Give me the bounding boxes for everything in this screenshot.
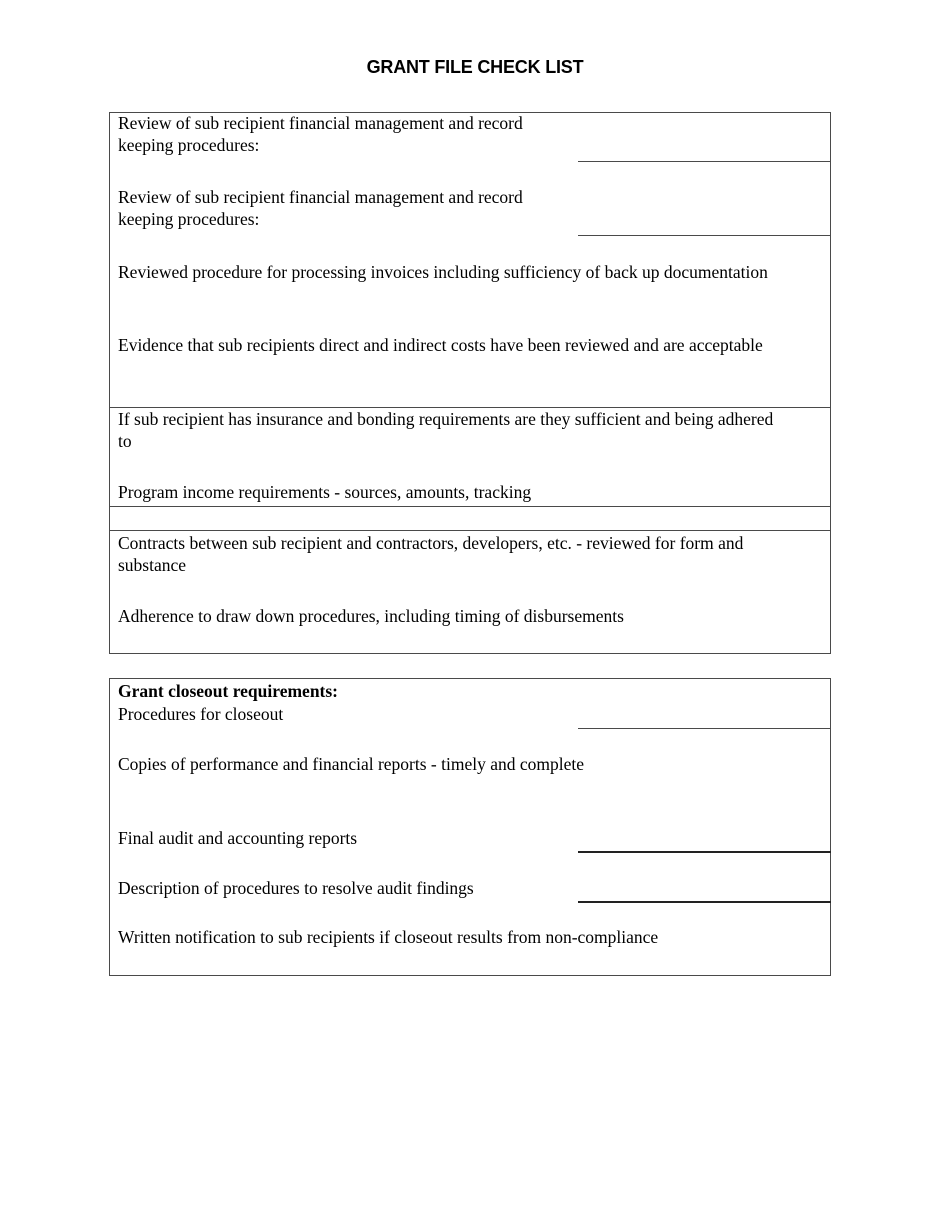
signature-line (578, 235, 831, 236)
checklist-item-text: Final audit and accounting reports (118, 828, 358, 848)
checklist-item-text: Program income requirements - sources, amounts, tracking (118, 482, 532, 502)
checklist-item-text: Evidence that sub recipients direct and indirect costs have been reviewed and are acceptable (118, 335, 763, 355)
section-heading: Grant closeout requirements: (118, 681, 339, 701)
signature-line (578, 161, 831, 162)
checklist-item-text: Procedures for closeout (118, 704, 284, 724)
checklist-item-text: keeping procedures: (118, 209, 260, 229)
signature-line (578, 728, 831, 729)
row-divider (109, 530, 831, 531)
checklist-item-text: Reviewed procedure for processing invoices including sufficiency of back up documentation (118, 262, 768, 282)
signature-line (578, 901, 831, 903)
checklist-item-text: Adherence to draw down procedures, including timing of disbursements (118, 606, 624, 626)
checklist-item-text: Copies of performance and financial reports - timely and complete (118, 754, 585, 774)
checklist-item-text: Written notification to sub recipients if closeout results from non-compliance (118, 927, 659, 947)
checklist-item-text: Review of sub recipient financial management and record (118, 187, 523, 207)
page-title: GRANT FILE CHECK LIST (366, 57, 584, 77)
checklist-item-text: keeping procedures: (118, 135, 260, 155)
checklist-item-text: If sub recipient has insurance and bonding requirements are they sufficient and being adhered (118, 409, 774, 429)
signature-line (578, 851, 831, 853)
checklist-item-text: Contracts between sub recipient and contractors, developers, etc. - reviewed for form and (118, 533, 744, 553)
checklist-item-text: Description of procedures to resolve audit findings (118, 878, 474, 898)
checklist-item-text: substance (118, 555, 187, 575)
checklist-item-text: Review of sub recipient financial management and record (118, 113, 523, 133)
row-divider (109, 506, 831, 507)
checklist-item-text: to (118, 431, 132, 451)
